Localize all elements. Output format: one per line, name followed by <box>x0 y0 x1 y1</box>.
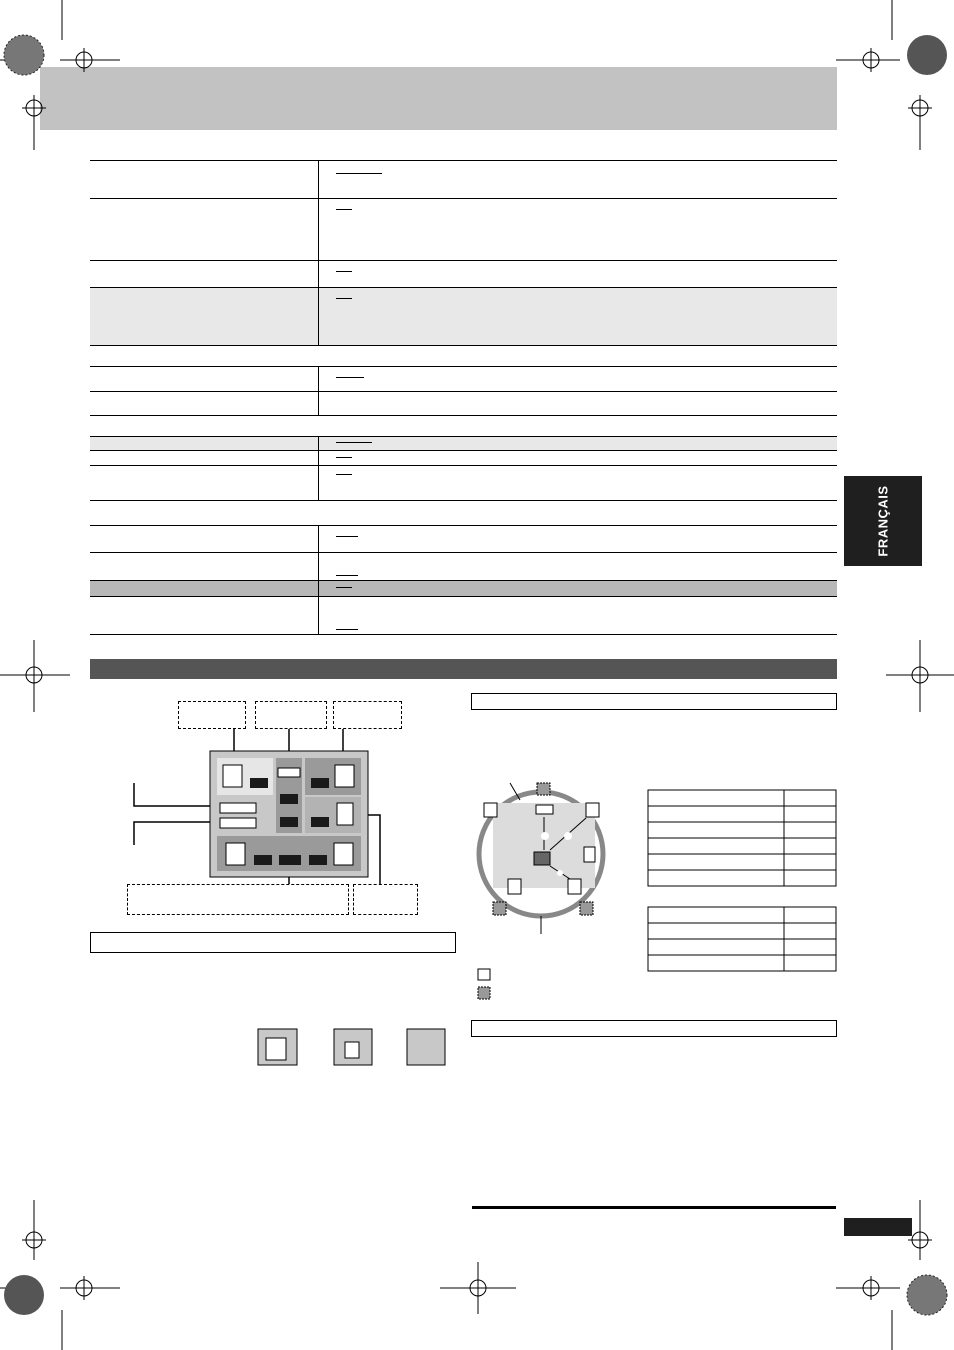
footer-rule <box>472 1206 836 1209</box>
page-number-box <box>844 1218 912 1236</box>
language-tab-label: FRANÇAIS <box>875 485 891 557</box>
subheading-box-right-bottom <box>471 1020 837 1037</box>
